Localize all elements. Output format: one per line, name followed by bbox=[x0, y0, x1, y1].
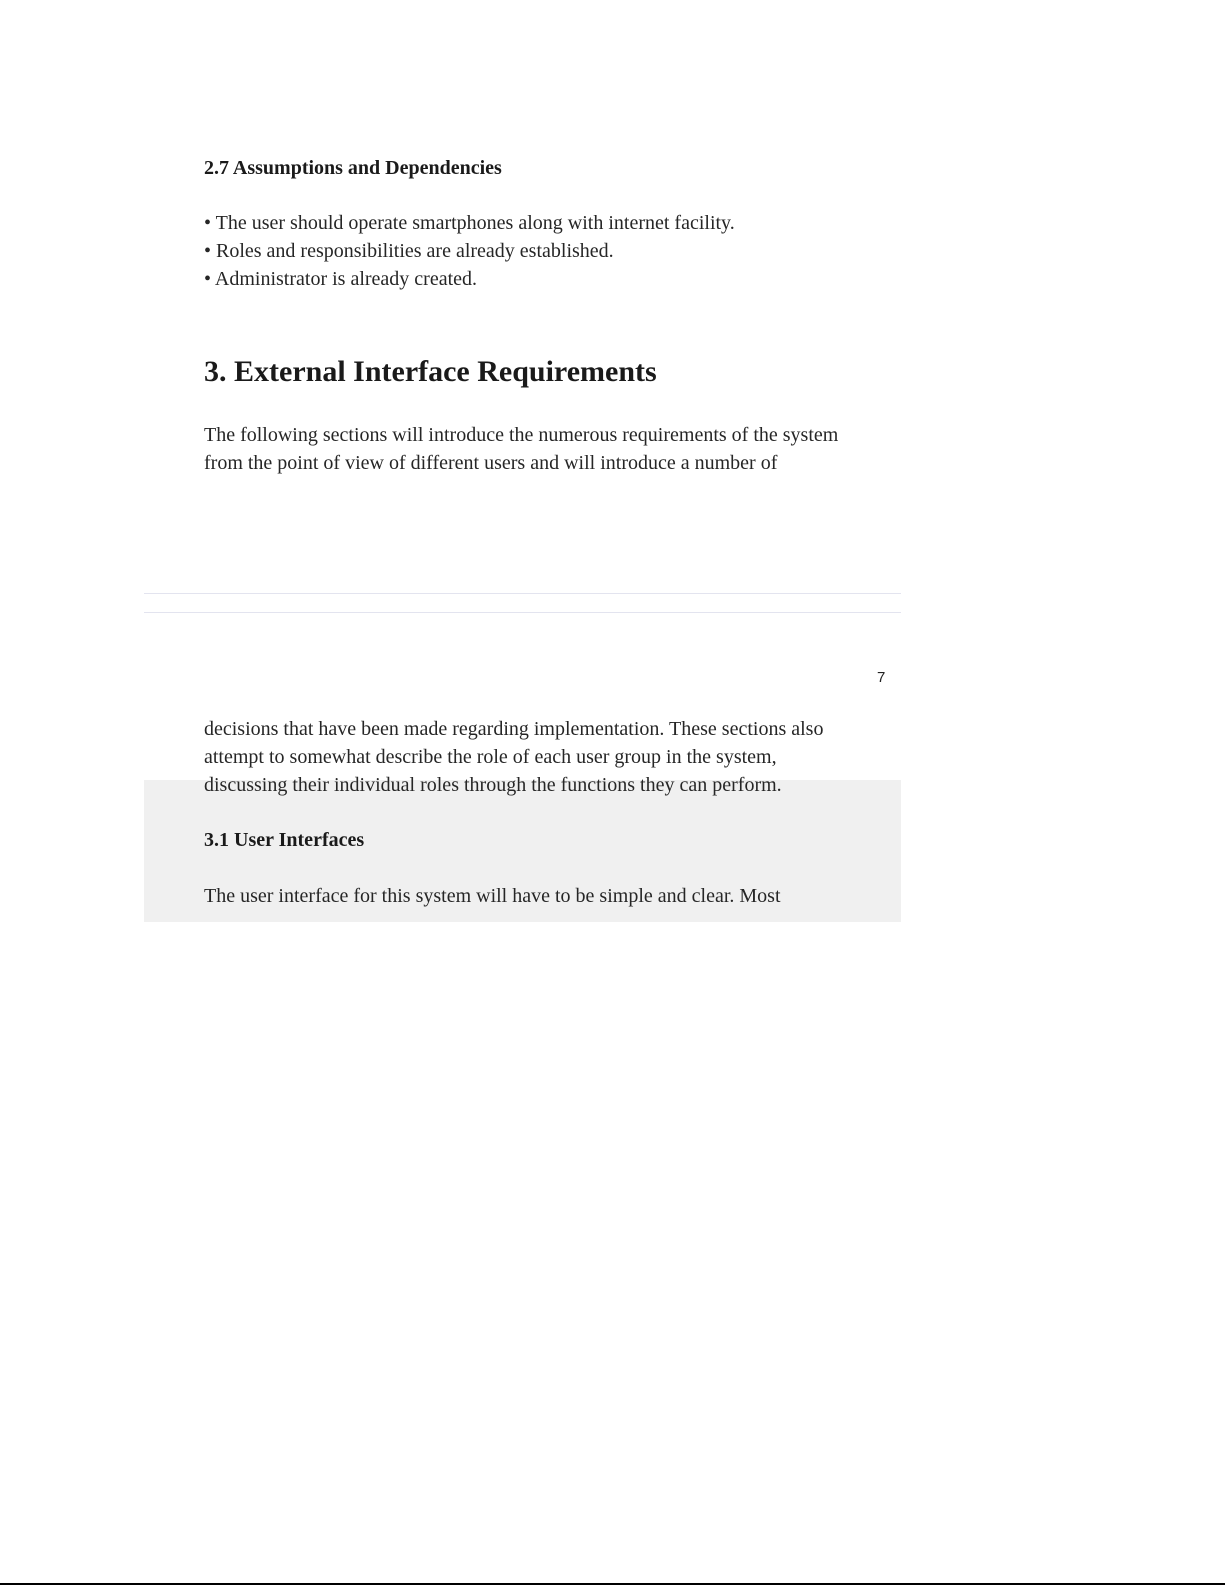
paragraph-line: attempt to somewhat describe the role of each user group in the system, bbox=[204, 746, 777, 768]
page-number: 7 bbox=[877, 669, 886, 686]
paragraph-line: discussing their individual roles through the functions they can perform. bbox=[204, 774, 782, 796]
page-break-rule-top bbox=[144, 593, 901, 594]
chapter-heading-3: 3. External Interface Requirements bbox=[204, 355, 657, 388]
paragraph-line: decisions that have been made regarding implementation. These sections also bbox=[204, 718, 824, 740]
section-heading-2-7: 2.7 Assumptions and Dependencies bbox=[204, 157, 502, 179]
bullet-item: • Roles and responsibilities are already established. bbox=[204, 240, 614, 262]
section-heading-3-1: 3.1 User Interfaces bbox=[204, 829, 365, 851]
bullet-item: • Administrator is already created. bbox=[204, 268, 478, 290]
page-break-rule-bottom bbox=[144, 612, 901, 613]
paragraph-line: The following sections will introduce the numerous requirements of the system bbox=[204, 424, 839, 446]
paragraph-line: The user interface for this system will have to be simple and clear. Most bbox=[204, 885, 781, 907]
paragraph-line: from the point of view of different users and will introduce a number of bbox=[204, 452, 778, 474]
bullet-item: • The user should operate smartphones along with internet facility. bbox=[204, 212, 735, 234]
